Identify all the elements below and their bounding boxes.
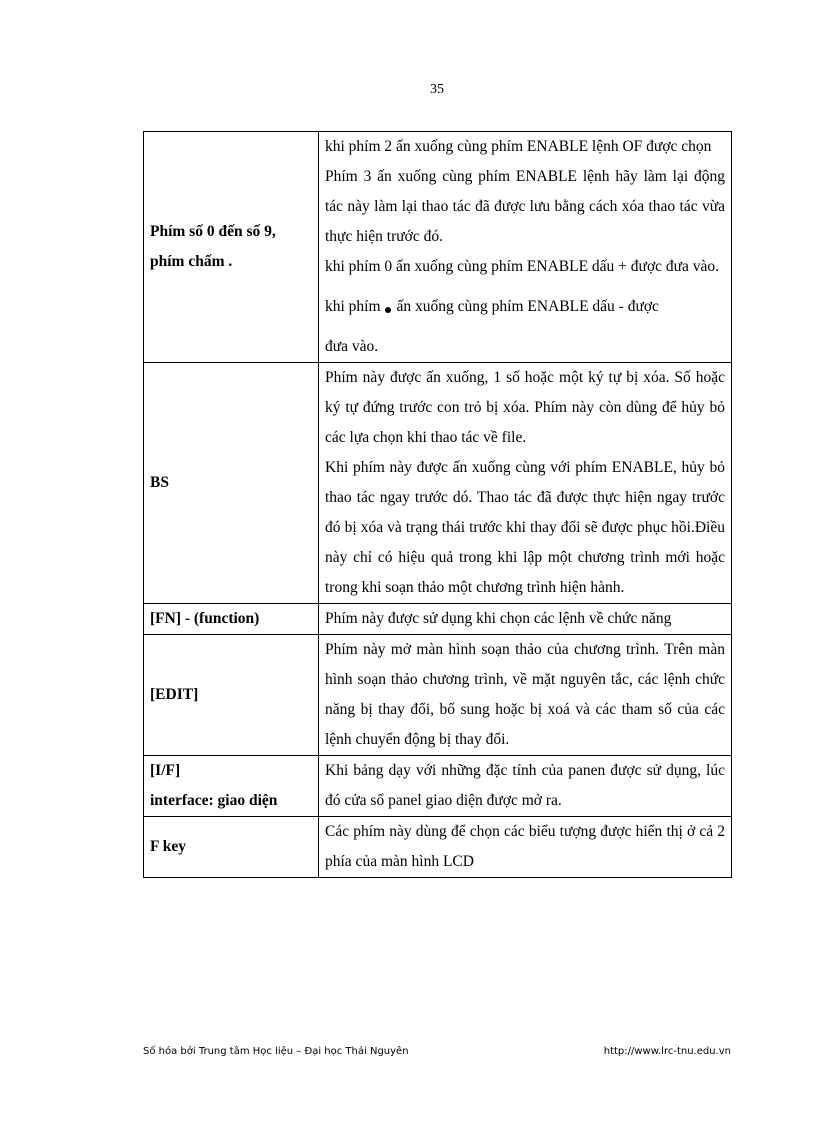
key-label: [EDIT]: [150, 686, 199, 703]
description-text: Phím này được ấn xuống, 1 số hoặc một ký tự bị xóa. Số hoặc ký tự đứng trước con trỏ bị xóa. Phím này còn dùng để hủy bỏ các lựa chọn khi thao tác về file.: [325, 369, 725, 446]
description-cell: [319, 635, 732, 756]
description-text: [325, 282, 725, 332]
description-cell: [319, 363, 732, 604]
description-cell: [319, 756, 732, 817]
key-cell: [144, 817, 319, 878]
description-text: Phím này được sử dụng khi chọn các lệnh về chức năng: [325, 610, 672, 627]
key-label: F key: [150, 838, 187, 855]
key-label: interface: giao diện: [150, 792, 278, 809]
key-cell: [144, 132, 319, 363]
description-text: Các phím này dùng để chọn các biểu tượng được hiển thị ở cả 2 phía của màn hình LCD: [325, 823, 725, 870]
key-cell: [144, 604, 319, 635]
description-text: Phím 3 ấn xuống cùng phím ENABLE lệnh hãy làm lại động tác này làm lại thao tác đã được lưu bằng cách xóa thao tác vừa thực hiện trước đó.: [325, 168, 725, 245]
table-row: [144, 817, 732, 878]
bullet-icon: [385, 307, 391, 313]
key-label: BS: [150, 474, 169, 491]
key-label: [I/F]: [150, 762, 181, 779]
footer-url[interactable]: http://www.lrc-tnu.edu.vn: [603, 1046, 731, 1057]
key-label: phím chấm .: [150, 253, 233, 270]
key-label: [FN] - (function): [150, 610, 260, 627]
description-cell: [319, 604, 732, 635]
description-text: khi phím 2 ấn xuống cùng phím ENABLE lệnh OF được chọn: [325, 138, 712, 155]
description-text-part: khi phím: [325, 298, 381, 315]
key-description-table: [143, 131, 732, 878]
description-text: Phím này mở màn hình soạn thảo của chương trình. Trên màn hình soạn thảo chương trình, về mặt nguyên tắc, các lệnh chức năng bị thay đổi, bổ sung hoặc bị xoá và các tham số của các lệnh chuyển động bị thay đổi.: [325, 641, 725, 748]
table-row: [144, 635, 732, 756]
key-cell: [144, 756, 319, 817]
page-number: 35: [430, 82, 444, 97]
key-label: Phím số 0 đến số 9,: [150, 223, 276, 240]
description-text: Khi bảng dạy với những đặc tính của panen được sử dụng, lúc đó cửa sổ panel giao diện được mở ra.: [325, 762, 725, 809]
key-cell: [144, 363, 319, 604]
table-row: [144, 756, 732, 817]
table-row: [144, 132, 732, 363]
description-text: Khi phím này được ấn xuống cùng với phím ENABLE, hủy bỏ thao tác ngay trước dó. Thao tác đã được thực hiện ngay trước đó bị xóa và trạng thái trước khi thay đổi sẽ được phục hồi.Điều này chỉ có hiệu quả trong khi lập một chương trình mới hoặc trong khi soạn thảo một chương trình hiện hành.: [325, 459, 725, 596]
footer-source: Số hóa bởi Trung tâm Học liệu – Đại học Thái Nguyên: [143, 1046, 409, 1057]
description-text-part: ấn xuống cùng phím ENABLE dấu - được: [396, 298, 659, 315]
table-row: [144, 363, 732, 604]
description-text: đưa vào.: [325, 338, 379, 355]
description-cell: [319, 132, 732, 363]
key-cell: [144, 635, 319, 756]
description-cell: [319, 817, 732, 878]
description-text: khi phím 0 ấn xuống cùng phím ENABLE dấu + được đưa vào.: [325, 258, 720, 275]
table-row: [144, 604, 732, 635]
